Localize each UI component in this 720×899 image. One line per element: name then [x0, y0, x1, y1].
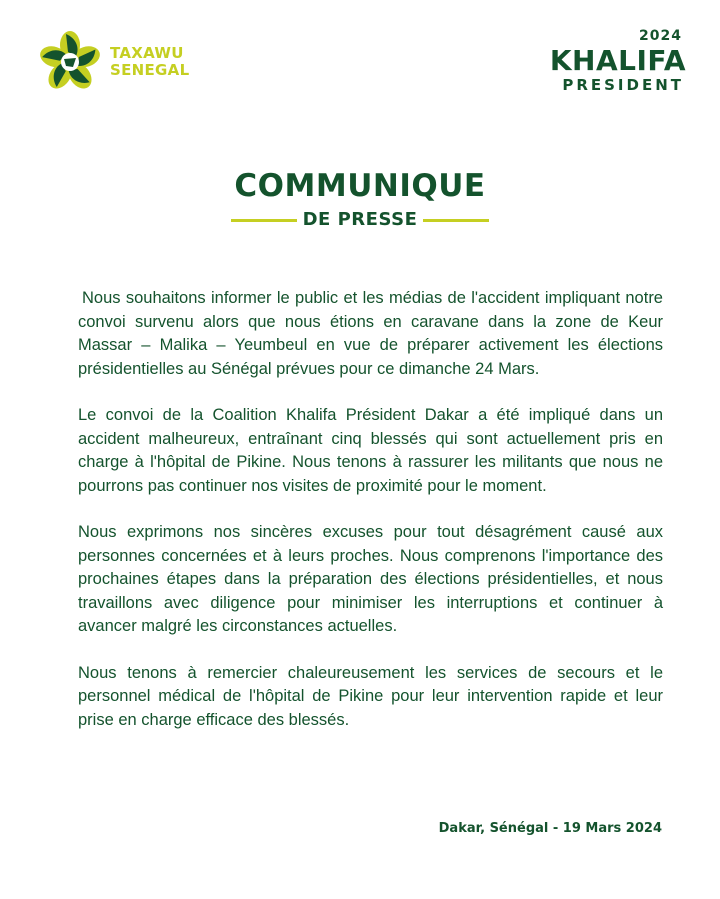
- heading-title: COMMUNIQUE: [234, 168, 486, 204]
- heading-divider-left: [231, 219, 297, 222]
- paragraph-3: Nous exprimons nos sincères excuses pour tout désagrément causé aux personnes concernées et à leurs proches. Nous comprenons l'importance des prochaines étapes dans la préparation des élections présidentielles, et nous travaillons avec diligence pour minimiser les interruptions et continuer à avancer malgré les circonstances actuelles.: [78, 523, 663, 635]
- logo-name: KHALIFA: [549, 44, 686, 77]
- dateline: Dakar, Sénégal - 19 Mars 2024: [438, 821, 662, 836]
- logo-left-line2: SENEGAL: [110, 61, 190, 79]
- khalifa-president-logo: [536, 28, 686, 94]
- paragraph-4: Nous tenons à remercier chaleureusement les services de secours et le personnel médical de l'hôpital de Pikine pour leur intervention rapide et leur prise en charge efficace des blessés.: [78, 663, 663, 729]
- logo-subtitle: PRESIDENT: [562, 76, 684, 94]
- press-release-body: [78, 287, 663, 755]
- taxawu-senegal-wordmark: [110, 45, 189, 79]
- logo-year: 2024: [639, 28, 682, 44]
- paragraph-1: Nous souhaitons informer le public et les médias de l'accident impliquant notre convoi survenu alors que nous étions en caravane dans la zone de Keur Massar – Malika – Yeumbeul en vue de préparer activement les élections présidentielles au Sénégal prévues pour ce dimanche 24 Mars.: [78, 289, 663, 378]
- heading-subtitle-row: [0, 208, 720, 232]
- logo-left-line1: TAXAWU: [110, 44, 184, 62]
- press-release-heading: [0, 168, 720, 232]
- paragraph-2: Le convoi de la Coalition Khalifa Président Dakar a été impliqué dans un accident malheureux, entraînant cinq blessés qui sont actuellement pris en charge à l'hôpital de Pikine. Nous tenons à rassurer les militants que nous ne pourrons pas continuer nos visites de proximité pour le moment.: [78, 406, 663, 495]
- heading-divider-right: [423, 219, 489, 222]
- flower-emblem-icon: [38, 30, 102, 94]
- heading-subtitle: DE PRESSE: [302, 209, 418, 230]
- taxawu-senegal-logo: [38, 30, 189, 94]
